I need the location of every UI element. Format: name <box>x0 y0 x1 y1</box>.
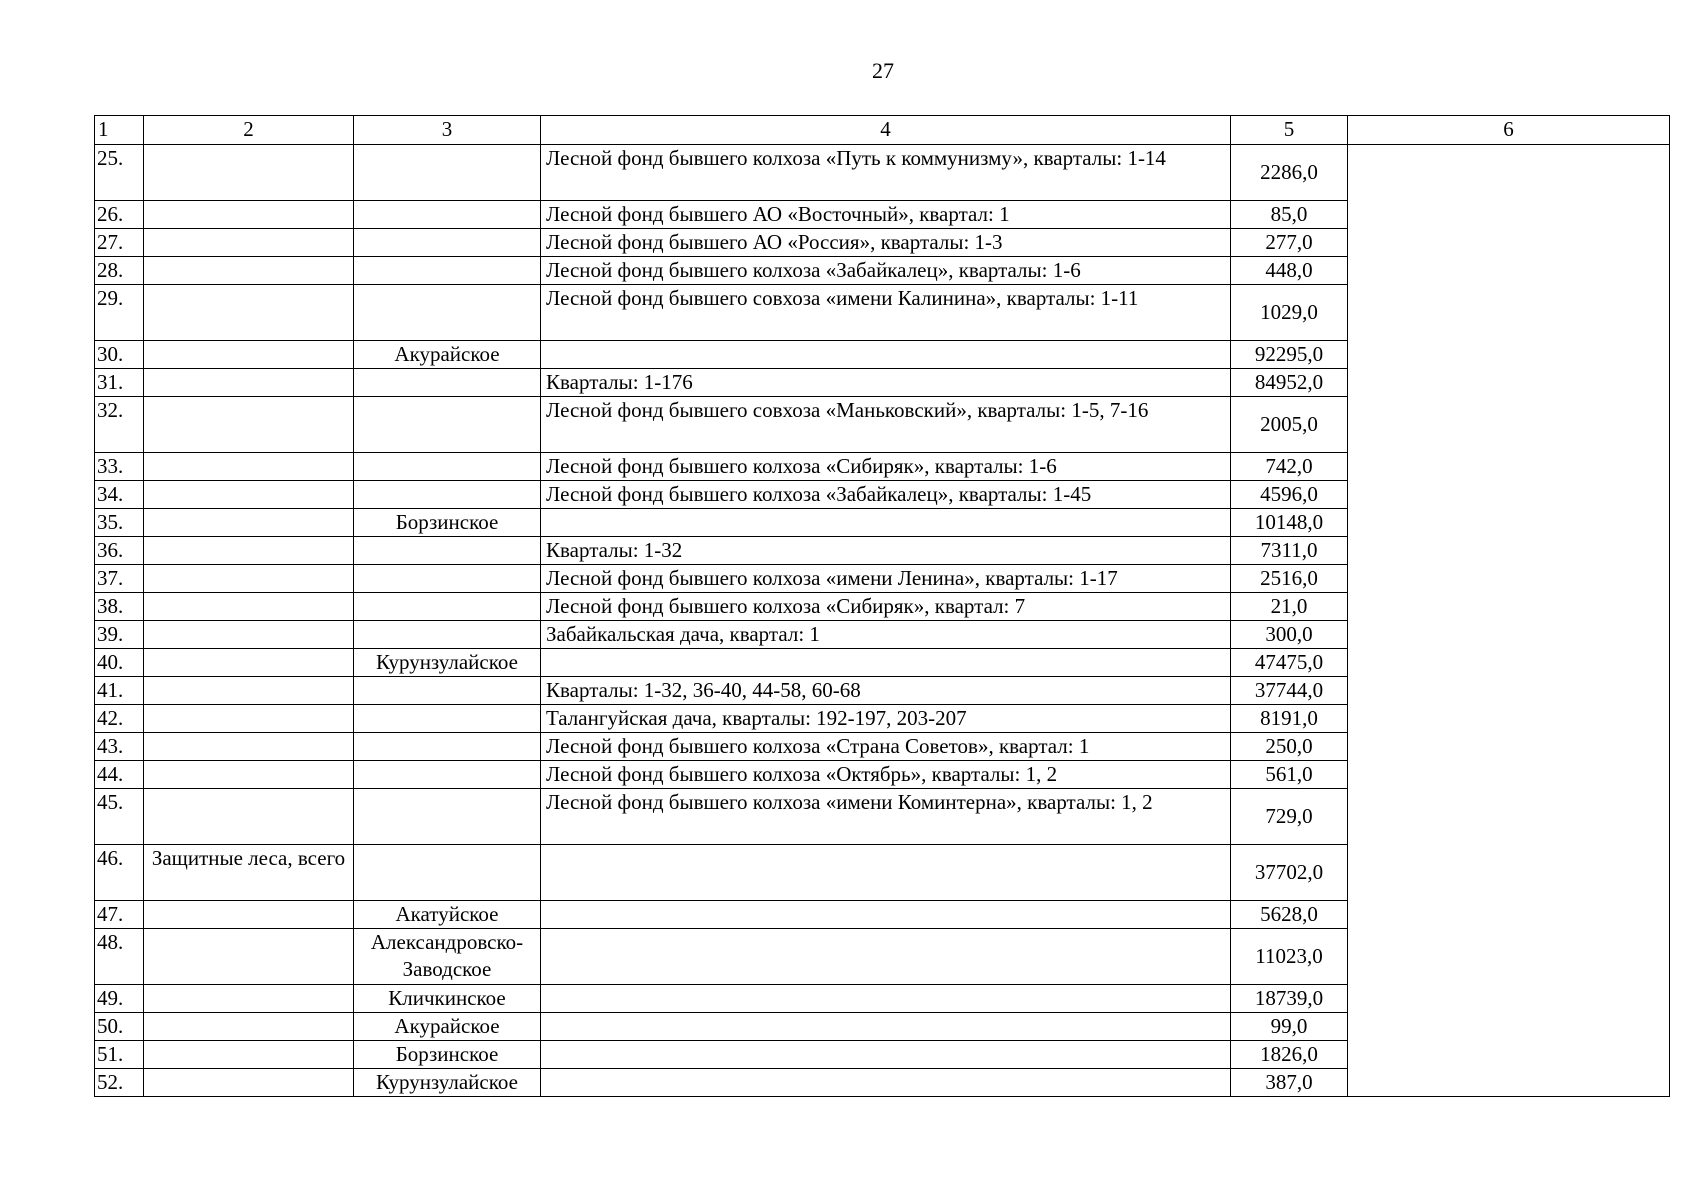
notes-cell <box>1348 145 1670 201</box>
district-cell: Курунзулайское <box>354 649 541 677</box>
notes-cell <box>1348 845 1670 901</box>
category-cell <box>144 621 354 649</box>
notes-cell <box>1348 285 1670 341</box>
area-cell: 300,0 <box>1231 621 1348 649</box>
row-number-cell: 33. <box>95 453 144 481</box>
category-cell <box>144 1069 354 1097</box>
description-cell: Лесной фонд бывшего колхоза «Сибиряк», квартал: 7 <box>541 593 1231 621</box>
table-row <box>95 677 1670 705</box>
district-cell: Акатуйское <box>354 901 541 929</box>
category-cell <box>144 509 354 537</box>
table-row <box>95 901 1670 929</box>
header-cell-3: 3 <box>354 116 541 145</box>
area-cell: 7311,0 <box>1231 537 1348 565</box>
row-number-cell: 46. <box>95 845 144 901</box>
notes-cell <box>1348 397 1670 453</box>
area-cell: 84952,0 <box>1231 369 1348 397</box>
description-cell <box>541 509 1231 537</box>
description-cell: Лесной фонд бывшего колхоза «Забайкалец», кварталы: 1-45 <box>541 481 1231 509</box>
category-cell <box>144 761 354 789</box>
header-cell-1: 1 <box>95 116 144 145</box>
notes-cell <box>1348 677 1670 705</box>
area-cell: 2516,0 <box>1231 565 1348 593</box>
row-number-cell: 45. <box>95 789 144 845</box>
table-row <box>95 397 1670 453</box>
category-cell <box>144 1041 354 1069</box>
table-row <box>95 145 1670 201</box>
area-cell: 5628,0 <box>1231 901 1348 929</box>
table-row <box>95 453 1670 481</box>
area-cell: 37744,0 <box>1231 677 1348 705</box>
table-row <box>95 201 1670 229</box>
table-row <box>95 257 1670 285</box>
description-cell <box>541 845 1231 901</box>
notes-cell <box>1348 733 1670 761</box>
district-cell <box>354 537 541 565</box>
row-number-cell: 43. <box>95 733 144 761</box>
description-cell: Кварталы: 1-32, 36-40, 44-58, 60-68 <box>541 677 1231 705</box>
row-number-cell: 40. <box>95 649 144 677</box>
area-cell: 1029,0 <box>1231 285 1348 341</box>
notes-cell <box>1348 789 1670 845</box>
row-number-cell: 42. <box>95 705 144 733</box>
area-cell: 387,0 <box>1231 1069 1348 1097</box>
area-cell: 21,0 <box>1231 593 1348 621</box>
row-number-cell: 44. <box>95 761 144 789</box>
description-cell: Лесной фонд бывшего совхоза «имени Калинина», кварталы: 1-11 <box>541 285 1231 341</box>
district-cell: Акурайское <box>354 1013 541 1041</box>
category-cell <box>144 705 354 733</box>
area-cell: 8191,0 <box>1231 705 1348 733</box>
district-cell <box>354 257 541 285</box>
row-number-cell: 30. <box>95 341 144 369</box>
description-cell <box>541 901 1231 929</box>
description-cell: Лесной фонд бывшего колхоза «Сибиряк», кварталы: 1-6 <box>541 453 1231 481</box>
row-number-cell: 41. <box>95 677 144 705</box>
area-cell: 47475,0 <box>1231 649 1348 677</box>
description-cell: Лесной фонд бывшего колхоза «Забайкалец», кварталы: 1-6 <box>541 257 1231 285</box>
notes-cell <box>1348 481 1670 509</box>
description-cell: Лесной фонд бывшего колхоза «имени Ленина», кварталы: 1-17 <box>541 565 1231 593</box>
row-number-cell: 32. <box>95 397 144 453</box>
table-header-row <box>95 116 1670 145</box>
row-number-cell: 51. <box>95 1041 144 1069</box>
header-cell-2: 2 <box>144 116 354 145</box>
category-cell <box>144 453 354 481</box>
notes-cell <box>1348 901 1670 929</box>
notes-cell <box>1348 565 1670 593</box>
district-cell <box>354 229 541 257</box>
row-number-cell: 37. <box>95 565 144 593</box>
table-row <box>95 761 1670 789</box>
category-cell <box>144 369 354 397</box>
description-cell: Лесной фонд бывшего колхоза «Октябрь», кварталы: 1, 2 <box>541 761 1231 789</box>
row-number-cell: 35. <box>95 509 144 537</box>
table-row <box>95 229 1670 257</box>
row-number-cell: 25. <box>95 145 144 201</box>
notes-cell <box>1348 1013 1670 1041</box>
description-cell <box>541 985 1231 1013</box>
district-cell <box>354 285 541 341</box>
notes-cell <box>1348 929 1670 985</box>
area-cell: 2286,0 <box>1231 145 1348 201</box>
row-number-cell: 27. <box>95 229 144 257</box>
area-cell: 92295,0 <box>1231 341 1348 369</box>
forest-table <box>94 115 1670 1097</box>
table-row <box>95 705 1670 733</box>
description-cell <box>541 1041 1231 1069</box>
area-cell: 1826,0 <box>1231 1041 1348 1069</box>
district-cell <box>354 145 541 201</box>
category-cell <box>144 201 354 229</box>
row-number-cell: 50. <box>95 1013 144 1041</box>
row-number-cell: 34. <box>95 481 144 509</box>
district-cell: Борзинское <box>354 509 541 537</box>
district-cell <box>354 593 541 621</box>
description-cell: Лесной фонд бывшего совхоза «Маньковский», кварталы: 1-5, 7-16 <box>541 397 1231 453</box>
page-number: 27 <box>872 58 894 83</box>
category-cell <box>144 733 354 761</box>
area-cell: 11023,0 <box>1231 929 1348 985</box>
category-cell <box>144 593 354 621</box>
notes-cell <box>1348 649 1670 677</box>
row-number-cell: 47. <box>95 901 144 929</box>
area-cell: 277,0 <box>1231 229 1348 257</box>
district-cell <box>354 397 541 453</box>
district-cell <box>354 789 541 845</box>
category-cell <box>144 481 354 509</box>
category-cell <box>144 229 354 257</box>
header-cell-4: 4 <box>541 116 1231 145</box>
row-number-cell: 28. <box>95 257 144 285</box>
notes-cell <box>1348 369 1670 397</box>
row-number-cell: 48. <box>95 929 144 985</box>
category-cell <box>144 677 354 705</box>
row-number-cell: 39. <box>95 621 144 649</box>
description-cell <box>541 929 1231 985</box>
table-row <box>95 369 1670 397</box>
category-cell <box>144 397 354 453</box>
area-cell: 729,0 <box>1231 789 1348 845</box>
notes-cell <box>1348 229 1670 257</box>
row-number-cell: 38. <box>95 593 144 621</box>
row-number-cell: 49. <box>95 985 144 1013</box>
district-cell <box>354 481 541 509</box>
category-cell <box>144 341 354 369</box>
table-row <box>95 537 1670 565</box>
district-cell <box>354 369 541 397</box>
description-cell <box>541 1013 1231 1041</box>
notes-cell <box>1348 453 1670 481</box>
row-number-cell: 36. <box>95 537 144 565</box>
category-cell <box>144 1013 354 1041</box>
district-cell: Кличкинское <box>354 985 541 1013</box>
area-cell: 561,0 <box>1231 761 1348 789</box>
description-cell: Талангуйская дача, кварталы: 192-197, 203-207 <box>541 705 1231 733</box>
district-cell <box>354 705 541 733</box>
table-row <box>95 1041 1670 1069</box>
notes-cell <box>1348 201 1670 229</box>
description-cell <box>541 341 1231 369</box>
table-row <box>95 985 1670 1013</box>
notes-cell <box>1348 1041 1670 1069</box>
category-cell <box>144 649 354 677</box>
description-cell: Лесной фонд бывшего колхоза «Страна Советов», квартал: 1 <box>541 733 1231 761</box>
district-cell: Александровско-Заводское <box>354 929 541 985</box>
district-cell: Акурайское <box>354 341 541 369</box>
notes-cell <box>1348 593 1670 621</box>
area-cell: 37702,0 <box>1231 845 1348 901</box>
description-cell <box>541 1069 1231 1097</box>
category-cell <box>144 929 354 985</box>
area-cell: 250,0 <box>1231 733 1348 761</box>
description-cell: Лесной фонд бывшего колхоза «Путь к коммунизму», кварталы: 1-14 <box>541 145 1231 201</box>
area-cell: 85,0 <box>1231 201 1348 229</box>
area-cell: 18739,0 <box>1231 985 1348 1013</box>
district-cell <box>354 761 541 789</box>
table-row <box>95 733 1670 761</box>
description-cell: Забайкальская дача, квартал: 1 <box>541 621 1231 649</box>
table-row <box>95 1069 1670 1097</box>
table-row <box>95 649 1670 677</box>
table-row <box>95 789 1670 845</box>
table-row <box>95 845 1670 901</box>
table-row <box>95 621 1670 649</box>
description-cell <box>541 649 1231 677</box>
category-cell <box>144 285 354 341</box>
notes-cell <box>1348 509 1670 537</box>
notes-cell <box>1348 705 1670 733</box>
category-cell <box>144 145 354 201</box>
notes-cell <box>1348 985 1670 1013</box>
notes-cell <box>1348 1069 1670 1097</box>
table-row <box>95 929 1670 985</box>
header-cell-5: 5 <box>1231 116 1348 145</box>
category-cell <box>144 537 354 565</box>
area-cell: 448,0 <box>1231 257 1348 285</box>
district-cell <box>354 733 541 761</box>
district-cell <box>354 677 541 705</box>
table-row <box>95 593 1670 621</box>
description-cell: Лесной фонд бывшего АО «Россия», кварталы: 1-3 <box>541 229 1231 257</box>
district-cell: Борзинское <box>354 1041 541 1069</box>
area-cell: 99,0 <box>1231 1013 1348 1041</box>
description-cell: Кварталы: 1-176 <box>541 369 1231 397</box>
table-row <box>95 285 1670 341</box>
category-cell: Защитные леса, всего <box>144 845 354 901</box>
area-cell: 4596,0 <box>1231 481 1348 509</box>
notes-cell <box>1348 621 1670 649</box>
district-cell: Курунзулайское <box>354 1069 541 1097</box>
notes-cell <box>1348 761 1670 789</box>
category-cell <box>144 257 354 285</box>
district-cell <box>354 845 541 901</box>
area-cell: 742,0 <box>1231 453 1348 481</box>
header-cell-6: 6 <box>1348 116 1670 145</box>
area-cell: 10148,0 <box>1231 509 1348 537</box>
row-number-cell: 26. <box>95 201 144 229</box>
row-number-cell: 31. <box>95 369 144 397</box>
category-cell <box>144 901 354 929</box>
notes-cell <box>1348 341 1670 369</box>
table-row <box>95 481 1670 509</box>
description-cell: Кварталы: 1-32 <box>541 537 1231 565</box>
district-cell <box>354 565 541 593</box>
district-cell <box>354 201 541 229</box>
category-cell <box>144 985 354 1013</box>
table-row <box>95 341 1670 369</box>
notes-cell <box>1348 537 1670 565</box>
table-row <box>95 509 1670 537</box>
area-cell: 2005,0 <box>1231 397 1348 453</box>
category-cell <box>144 789 354 845</box>
district-cell <box>354 621 541 649</box>
row-number-cell: 29. <box>95 285 144 341</box>
description-cell: Лесной фонд бывшего АО «Восточный», квартал: 1 <box>541 201 1231 229</box>
description-cell: Лесной фонд бывшего колхоза «имени Коминтерна», кварталы: 1, 2 <box>541 789 1231 845</box>
notes-cell <box>1348 257 1670 285</box>
category-cell <box>144 565 354 593</box>
table-row <box>95 565 1670 593</box>
row-number-cell: 52. <box>95 1069 144 1097</box>
table-row <box>95 1013 1670 1041</box>
district-cell <box>354 453 541 481</box>
